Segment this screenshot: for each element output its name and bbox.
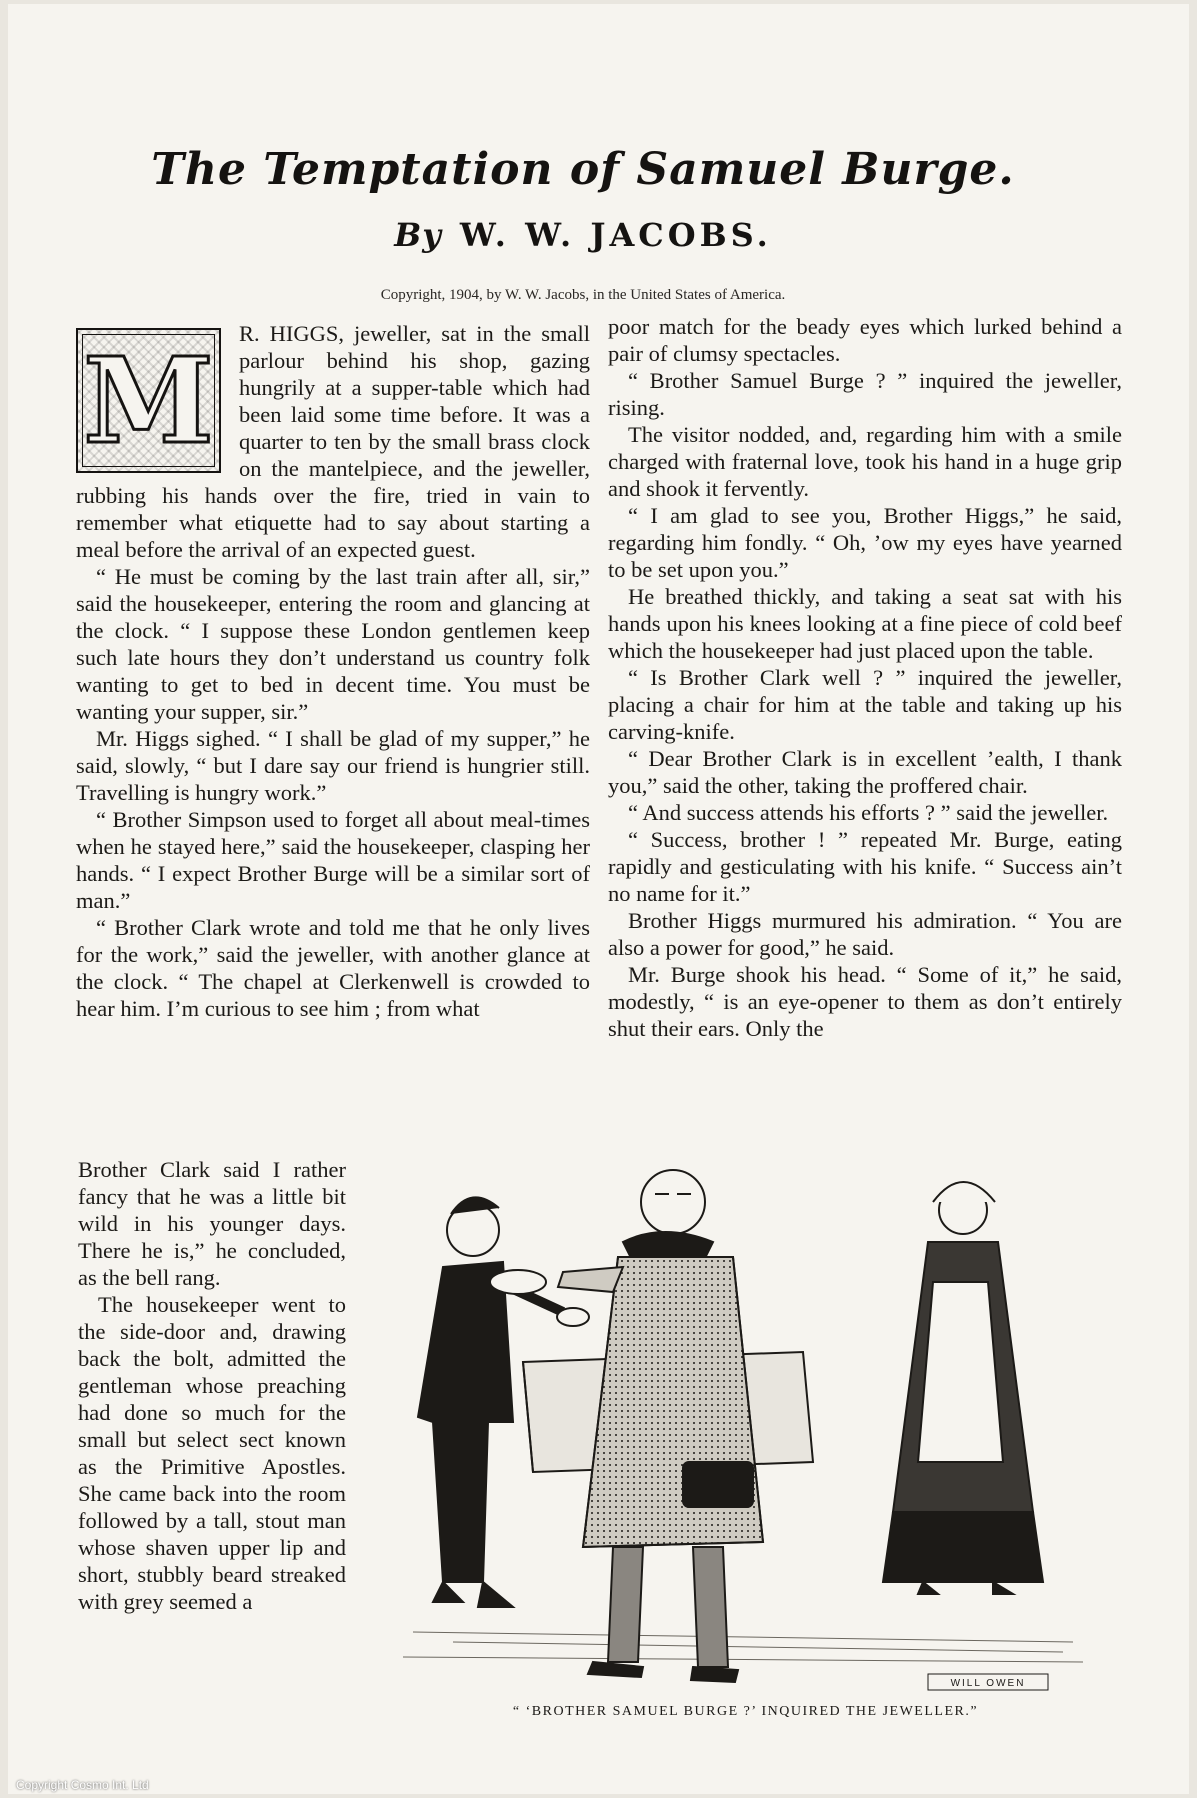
dropcap-ornament: [76, 328, 221, 473]
illustration: [373, 1162, 1118, 1702]
paragraph: “ Brother Simpson used to forget all about meal-times when he stayed here,” said the housekeeper, clasping her hands. “ I expect Brother Burge will be a similar sort of man.”: [76, 807, 590, 913]
paragraph: “ He must be coming by the last train after all, sir,” said the housekeeper, entering the room and glancing at the clock. “ I suppose these London gentlemen keep such late hours they don’t understand us country folk wanting to get to bed in decent time. You must be wanting your supper, sir.”: [76, 564, 590, 724]
byline: [8, 216, 1158, 254]
paragraph: R. HIGGS, jeweller, sat in the small parlour behind his shop, gazing hungrily at a supper-table which had been laid some time before. It was a quarter to ten by the small brass clock on the mantelpiece, and the jeweller, rubbing his hands over the fire, tried in vain to remember what etiquette had to say about starting a meal before the arrival of an expected guest.: [76, 321, 590, 562]
author-name: W. W. JACOBS.: [459, 216, 772, 254]
artist-signature: WILL OWEN: [950, 1678, 1026, 1689]
paragraph: “ Brother Samuel Burge ? ” inquired the jeweller, rising.: [608, 368, 1122, 420]
paragraph: “ Success, brother ! ” repeated Mr. Burge, eating rapidly and gesticulating with his knife. “ Success ain’t no name for it.”: [608, 827, 1122, 906]
paragraph: “ Is Brother Clark well ? ” inquired the jeweller, placing a chair for him at the table and taking up his carving-knife.: [608, 665, 1122, 744]
paragraph: Brother Higgs murmured his admiration. “ You are also a power for good,” he said.: [608, 908, 1122, 960]
article-title: The Temptation of Samuel Burge.: [151, 144, 1015, 195]
paragraph: Mr. Higgs sighed. “ I shall be glad of my supper,” he said, slowly, “ but I dare say our friend is hungrier still. Travelling is hungry work.”: [76, 726, 590, 805]
byline-prefix: By: [394, 216, 442, 254]
illustration-caption: “ ‘BROTHER SAMUEL BURGE ?’ INQUIRED THE JEWELLER.”: [512, 1704, 979, 1719]
paragraph: Brother Clark said I rather fancy that he was a little bit wild in his younger days. There he is,” he concluded, as the bell rang.: [78, 1157, 346, 1290]
paragraph: He breathed thickly, and taking a seat sat with his hands upon his knees looking at a fine piece of cold beef which the housekeeper had just placed upon the table.: [608, 584, 1122, 663]
paragraph: “ I am glad to see you, Brother Higgs,” he said, regarding him fondly. “ Oh, ’ow my eyes have yearned to be set upon you.”: [608, 503, 1122, 582]
dropcap-letter: M: [83, 330, 214, 470]
copyright-watermark: Copyright Cosmo Int. Ltd: [16, 1778, 149, 1792]
housekeeper-figure: [883, 1182, 1043, 1594]
paragraph: The visitor nodded, and, regarding him with a smile charged with fraternal love, took his hand in a huge grip and shook it fervently.: [608, 422, 1122, 501]
left-column-text: [76, 320, 590, 1022]
paragraph: “ Dear Brother Clark is in excellent ’ealth, I thank you,” said the other, taking the proffered chair.: [608, 746, 1122, 798]
left-narrow-column-text: [78, 1156, 346, 1615]
magazine-page: [8, 4, 1189, 1794]
paragraph: The housekeeper went to the side-door and, drawing back the bolt, admitted the gentleman whose preaching had done so much for the small but select sect known as the Primitive Apostles. She came back into the room followed by a tall, stout man whose shaven upper lip and short, stubbly beard streaked with grey seemed a: [78, 1292, 346, 1614]
paragraph: Mr. Burge shook his head. “ Some of it,” he said, modestly, “ is an eye-opener to them as don’t entirely shut their ears. Only the: [608, 962, 1122, 1041]
paragraph: poor match for the beady eyes which lurked behind a pair of clumsy spectacles.: [608, 314, 1122, 366]
paragraph: “ Brother Clark wrote and told me that he only lives for the work,” said the jeweller, with another glance at the clock. “ The chapel at Clerkenwell is crowded to hear him. I’m curious to see him ; from what: [76, 915, 590, 1021]
copyright-notice: Copyright, 1904, by W. W. Jacobs, in the United States of America.: [380, 287, 786, 303]
right-column-text: [608, 313, 1122, 1042]
paragraph: “ And success attends his efforts ? ” said the jeweller.: [628, 800, 1109, 825]
floor-hatching: [403, 1632, 1083, 1662]
